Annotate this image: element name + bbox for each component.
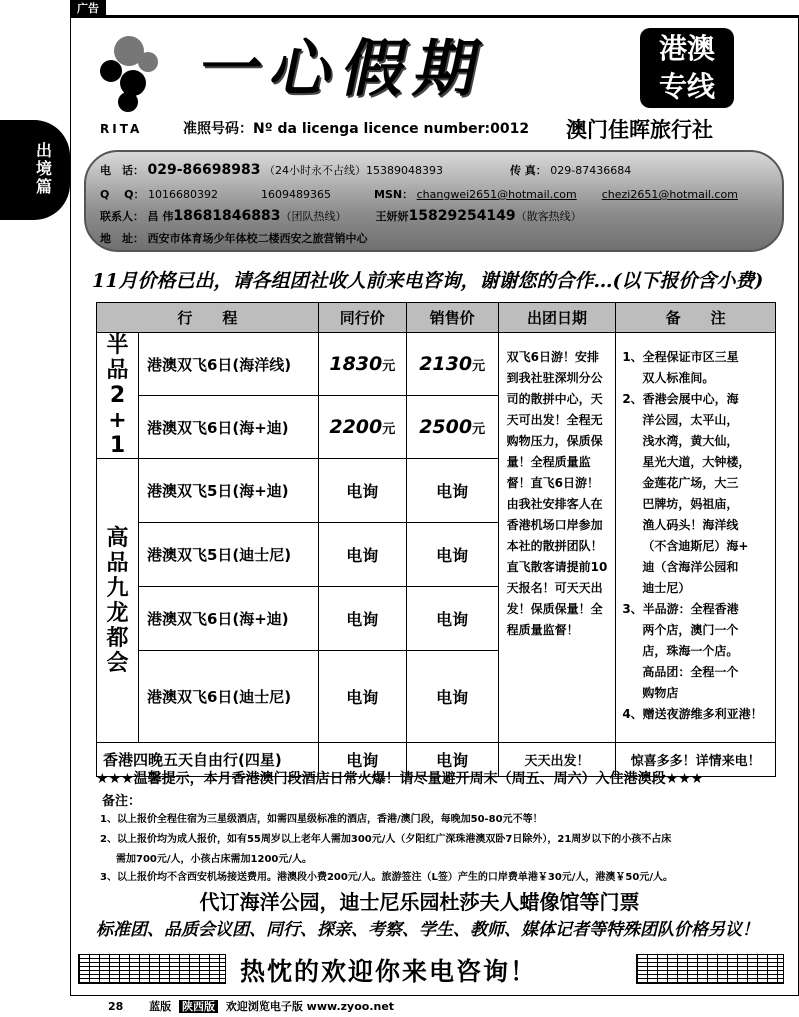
route: 港澳双飞6日(迪士尼) xyxy=(138,651,318,743)
address-label: 地 址： xyxy=(100,232,144,245)
contact-label: 联系人： xyxy=(100,210,144,223)
decorative-grid xyxy=(636,954,784,984)
depart-date-text: 双飞6日游！安排到我社驻深圳分公司的散拼中心，天天可出发！全程无购物压力，保质保量！全程质量监督！直飞6日游！由我社安排客人在香港机场口岸参加本社的散拼团队！直飞散客请提前10天报名！可天天出发！保质保量！全程质量监督！ xyxy=(498,333,616,743)
col-depart-date: 出团日期 xyxy=(498,303,616,333)
peer-price: 2200元 xyxy=(318,396,406,459)
website-text[interactable]: 欢迎浏览电子版 www.zyoo.net xyxy=(225,1000,395,1013)
col-sale-price: 销售价 xyxy=(406,303,498,333)
peer-price: 1830元 xyxy=(318,333,406,396)
remark: 惊喜多多！详情来电！ xyxy=(616,743,776,777)
brand-title: 一心假期 xyxy=(192,32,496,105)
page-footer xyxy=(108,998,394,1014)
contact-phone[interactable]: 15829254149 xyxy=(408,208,516,224)
ad-tag: 广告 xyxy=(70,0,106,17)
group-headline: 标准团、品质会议团、同行、探亲、考察、学生、教师、媒体记者等特殊团队价格另议！ xyxy=(96,920,759,940)
depart-date: 天天出发！ xyxy=(498,743,616,777)
edition-box: 陕西版 xyxy=(179,1000,218,1013)
remark-line: 3、以上报价均不含西安机场接送费用。港澳段小费200元/人。旅游签注（L签）产生的口岸费单港￥30元/人，港澳￥50元/人。 xyxy=(100,872,673,883)
remark-line: 需加700元/人，小孩占床需加1200元/人。 xyxy=(116,854,313,865)
sale-price: 2130元 xyxy=(406,333,498,396)
col-peer-price: 同行价 xyxy=(318,303,406,333)
agency-name: 澳门佳晖旅行社 xyxy=(566,118,713,142)
sale-price: 电询 xyxy=(406,743,498,777)
decorative-grid xyxy=(78,954,226,984)
route-badge xyxy=(640,28,734,108)
section-tab-char: 出 xyxy=(36,141,53,160)
route: 港澳双飞6日(海+迪) xyxy=(138,587,318,651)
section-tab-char: 篇 xyxy=(36,177,53,196)
section-tab-char: 境 xyxy=(36,159,53,178)
col-remarks: 备 注 xyxy=(616,303,776,333)
logo-caption: RITA xyxy=(100,122,143,136)
peer-price: 电询 xyxy=(318,587,406,651)
peer-price: 电询 xyxy=(318,523,406,587)
fax-label: 传 真： xyxy=(509,164,547,177)
section-tab xyxy=(0,120,70,220)
category-high: 高品九龙都会 xyxy=(97,459,139,743)
welcome-slogan: 热忱的欢迎你来电咨询！ xyxy=(240,957,538,986)
contact-person: 王妍妍 xyxy=(375,210,409,223)
price-table xyxy=(96,302,776,777)
route: 港澳双飞6日(海+迪) xyxy=(138,396,318,459)
badge-line: 港澳 xyxy=(658,32,715,65)
contact-note: （散客热线） xyxy=(515,210,582,223)
warm-tip: ★★★温馨提示，本月香港澳门段酒店日常火爆！请尽量避开周末（周五、周六）入住港澳段★★★ xyxy=(96,771,704,787)
peer-price: 电询 xyxy=(318,743,406,777)
contact-note: （团队热线） xyxy=(280,210,347,223)
msn-link[interactable]: chezi2651@hotmail.com xyxy=(601,188,738,201)
remark-line: 1、以上报价全程住宿为三星级酒店，如需四星级标准的酒店，香港/澳门段，每晚加50-80元不等！ xyxy=(100,814,543,825)
table-row xyxy=(97,333,776,396)
price-notice: 11月价格已出，请各组团社收人前来电咨询，谢谢您的合作…(以下报价含小费) xyxy=(92,270,764,292)
peer-price: 电询 xyxy=(318,459,406,523)
remarks-text: 1、全程保证市区三星 双人标准间。 2、香港会展中心，海 洋公园，太平山， 浅水湾，黄大仙， 星光大道，大钟楼， 金莲花广场，大三 巴牌坊，妈祖庙， 渔人码头！海洋线 （不含迪斯尼）海+ 迪（含海洋公园和 迪士尼） 3、半品游：全程香港 两个店，澳门一个 店，珠海一个店。 高品团：全程一个 购物店 4、赠送夜游维多利亚港！ xyxy=(616,333,776,743)
qq-number: 1016680392 xyxy=(148,188,219,201)
fax-number: 029-87436684 xyxy=(550,164,632,177)
sale-price: 电询 xyxy=(406,459,498,523)
route: 香港四晚五天自由行(四星) xyxy=(97,743,319,777)
qq-number: 1609489365 xyxy=(261,188,332,201)
sale-price: 2500元 xyxy=(406,396,498,459)
route: 港澳双飞5日(迪士尼) xyxy=(138,523,318,587)
remark-line: 2、以上报价均为成人报价，如有55周岁以上老年人需加300元/人（夕阳红广深珠港澳双卧7日除外），21周岁以下的小孩不占床 xyxy=(100,834,672,845)
tel-label: 电 话： xyxy=(100,164,144,177)
sale-price: 电询 xyxy=(406,523,498,587)
qq-label: Q Q： xyxy=(100,188,145,201)
route: 港澳双飞5日(海+迪) xyxy=(138,459,318,523)
badge-line: 专线 xyxy=(658,70,715,103)
remarks-title: 备注： xyxy=(102,794,142,809)
ticket-headline: 代订海洋公园，迪士尼乐园杜莎夫人蜡像馆等门票 xyxy=(199,890,640,914)
tel-number[interactable]: 029-86698983 xyxy=(147,162,261,178)
contact-person: 昌 伟 xyxy=(147,210,174,223)
edition-label: 蓝版 xyxy=(149,1000,172,1013)
route: 港澳双飞6日(海洋线) xyxy=(138,333,318,396)
license-number: 准照号码：Nº da licenga licence number:0012 xyxy=(183,121,530,137)
table-header xyxy=(97,303,776,333)
contact-phone[interactable]: 18681846883 xyxy=(173,208,281,224)
address: 西安市体育场少年体校二楼西安之旅营销中心 xyxy=(147,232,368,245)
sale-price: 电询 xyxy=(406,651,498,743)
page-number: 28 xyxy=(108,1000,124,1013)
peer-price: 电询 xyxy=(318,651,406,743)
tel-note: （24小时永不占线）15389048393 xyxy=(263,164,443,177)
contact-box xyxy=(84,150,784,252)
msn-label: MSN： xyxy=(374,188,414,201)
sale-price: 电询 xyxy=(406,587,498,651)
col-route: 行 程 xyxy=(97,303,319,333)
category-half: 半品2+1 xyxy=(97,333,139,459)
rita-logo-icon xyxy=(98,32,158,122)
msn-link[interactable]: changwei2651@hotmail.com xyxy=(416,188,577,201)
